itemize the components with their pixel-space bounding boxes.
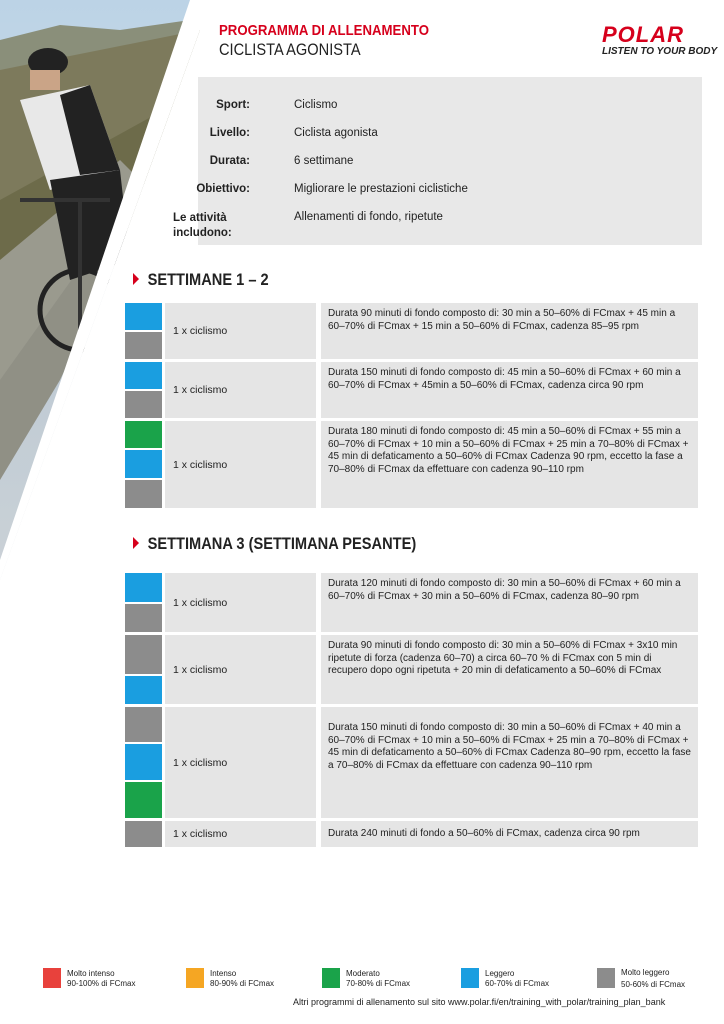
program-info-panel bbox=[173, 77, 702, 245]
activity-cell: 1 x ciclismo bbox=[165, 707, 316, 818]
zone-bar-very-light bbox=[125, 332, 162, 359]
info-label: Le attività includono: bbox=[173, 212, 232, 239]
activity-cell: 1 x ciclismo bbox=[165, 362, 316, 418]
legend-range: 90-100% di FCmax bbox=[67, 979, 136, 988]
info-label: Livello: bbox=[209, 127, 250, 139]
page-title bbox=[219, 22, 458, 60]
activity-cell: 1 x ciclismo bbox=[165, 421, 316, 508]
description-cell: Durata 150 minuti di fondo composto di: 45 min a 50–60% di FCmax + 60 min a 60–70% di FCmax + 45min a 50–60% di FCmax, cadenza circa 90 rpm bbox=[321, 362, 698, 418]
zone-bar-very-light bbox=[125, 707, 162, 742]
legend-range: 80-90% di FCmax bbox=[210, 979, 275, 988]
legend-swatch bbox=[597, 968, 615, 988]
arrow-right-icon bbox=[133, 537, 139, 549]
activity-cell: 1 x ciclismo bbox=[165, 573, 316, 632]
footer-link-text: Altri programmi di allenamento sul sito www.polar.fi/en/training_with_polar/training_plan_bank bbox=[293, 997, 666, 1007]
zone-bar-very-light bbox=[125, 480, 162, 508]
info-label: Sport: bbox=[216, 99, 250, 111]
description-cell: Durata 90 minuti di fondo composto di: 30 min a 50–60% di FCmax + 45 min a 60–70% di FCmax + 15 min a 50–60% di FCmax, cadenza 85–95 rpm bbox=[321, 303, 698, 359]
section-heading-week-3: SETTIMANA 3 (SETTIMANA PESANTE) bbox=[133, 534, 416, 554]
zone-bar-very-light bbox=[125, 635, 162, 674]
legend-name: Intenso bbox=[210, 969, 237, 978]
activity-cell: 1 x ciclismo bbox=[165, 303, 316, 359]
legend-range: 70-80% di FCmax bbox=[346, 979, 411, 988]
description-cell: Durata 150 minuti di fondo composto di: 30 min a 50–60% di FCmax + 40 min a 60–70% di FCmax + 10 min a 50–60% di FCmax + 25 min a 70–80% di FCmax + 45 min di defaticamento a 50–60% di FCmax Cadenza 80–90 rpm, eccetto la fase a 70–80% di FCmax da effettuare con cadenza 90–110 rpm bbox=[321, 707, 698, 818]
legend-name: Moderato bbox=[346, 969, 380, 978]
legend-swatch bbox=[43, 968, 61, 988]
legend-name: Leggero bbox=[485, 969, 515, 978]
zone-bar-light bbox=[125, 573, 162, 602]
arrow-right-icon bbox=[133, 273, 139, 285]
polar-logo bbox=[602, 22, 718, 57]
description-cell: Durata 90 minuti di fondo composto di: 30 min a 50–60% di FCmax + 3x10 min ripetute di forza (cadenza 60–70) a circa 60–70 % di FCmax con 5 min di recupero dopo ogni ripetuta + 20 min di defaticamento a 50–60% di FCmax bbox=[321, 635, 698, 704]
zone-bar-very-light bbox=[125, 391, 162, 418]
info-label: Obiettivo: bbox=[196, 183, 250, 195]
section-heading-weeks-1-2: SETTIMANE 1 – 2 bbox=[133, 270, 269, 290]
zone-bar-light bbox=[125, 676, 162, 704]
activity-cell: 1 x ciclismo bbox=[165, 821, 316, 847]
info-label: Durata: bbox=[209, 155, 250, 167]
zone-bar-light bbox=[125, 303, 162, 330]
description-cell: Durata 120 minuti di fondo composto di: 30 min a 50–60% di FCmax + 60 min a 60–70% di FCmax + 30 min a 50–60% di FCmax, cadenza 80–90 rpm bbox=[321, 573, 698, 632]
info-value: Ciclismo bbox=[294, 99, 338, 111]
legend-name: Molto intenso bbox=[67, 969, 115, 978]
description-cell: Durata 240 minuti di fondo a 50–60% di FCmax, cadenza circa 90 rpm bbox=[321, 821, 698, 847]
info-value: 6 settimane bbox=[294, 155, 354, 167]
description-cell: Durata 180 minuti di fondo composto di: 45 min a 50–60% di FCmax + 55 min a 60–70% di FCmax + 10 min a 50–60% di FCmax + 25 min a 70–80% di FCmax + 45 min di defaticamento a 50–60% di FCmax Cadenza 90 rpm, eccetto la fase a 70–80% di FCmax da effettuare con cadenza 90–110 rpm bbox=[321, 421, 698, 508]
zone-bar-light bbox=[125, 744, 162, 780]
logo-tagline: LISTEN TO YOUR BODY bbox=[602, 46, 718, 57]
zone-bar-light bbox=[125, 450, 162, 478]
info-value: Migliorare le prestazioni ciclistiche bbox=[294, 183, 468, 195]
zone-bar-moderate bbox=[125, 782, 162, 818]
zone-bar-moderate bbox=[125, 421, 162, 448]
legend-swatch bbox=[461, 968, 479, 988]
title-line-2: CICLISTA AGONISTA bbox=[219, 40, 361, 59]
legend-range: 50-60% di FCmax bbox=[621, 980, 686, 989]
legend-name: Molto leggero bbox=[621, 968, 670, 977]
legend-swatch bbox=[322, 968, 340, 988]
info-value: Ciclista agonista bbox=[294, 127, 378, 139]
info-value: Allenamenti di fondo, ripetute bbox=[294, 211, 443, 223]
legend-range: 60-70% di FCmax bbox=[485, 979, 550, 988]
zone-bar-very-light bbox=[125, 821, 162, 847]
zone-bar-very-light bbox=[125, 604, 162, 632]
logo-wordmark: POLAR bbox=[602, 22, 684, 47]
title-line-1: PROGRAMMA DI ALLENAMENTO bbox=[219, 22, 429, 39]
activity-cell: 1 x ciclismo bbox=[165, 635, 316, 704]
zone-bar-light bbox=[125, 362, 162, 389]
legend-swatch bbox=[186, 968, 204, 988]
